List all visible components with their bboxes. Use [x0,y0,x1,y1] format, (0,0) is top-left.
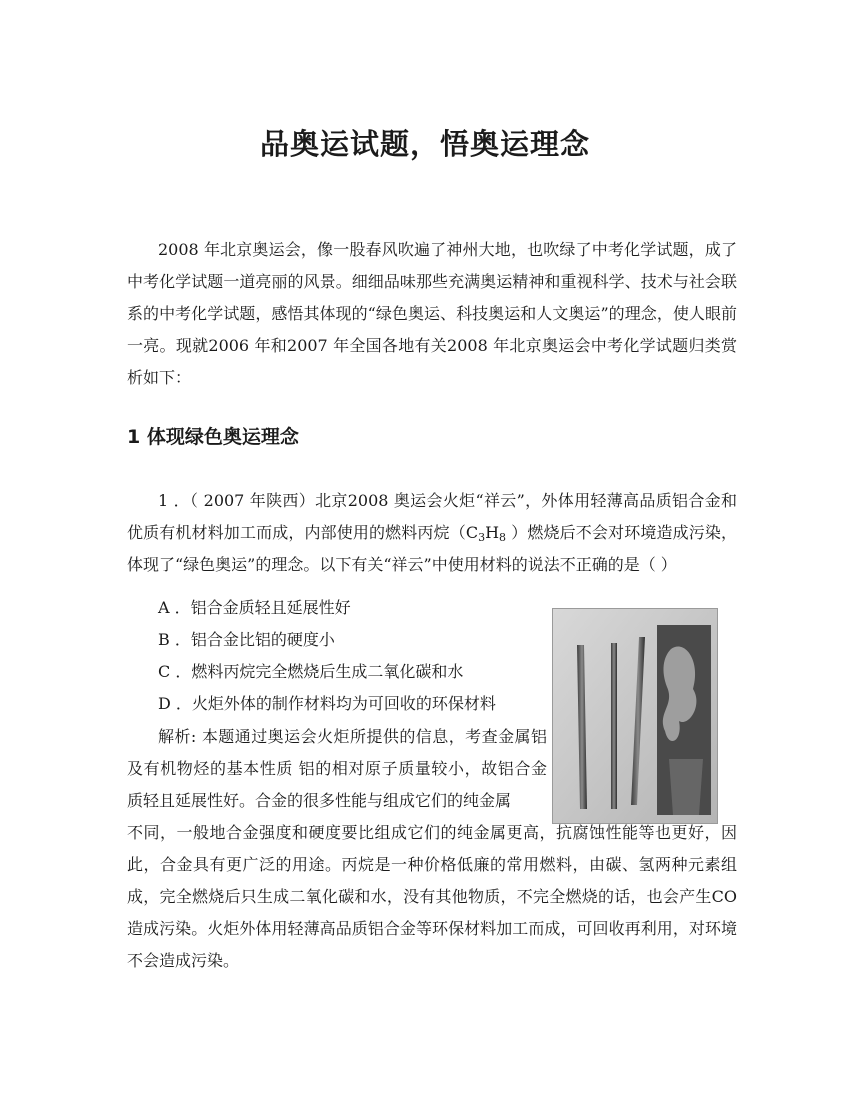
option-a: A ．铝合金质轻且延展性好 [158,598,351,617]
section-heading: 1 体现绿色奥运理念 [127,426,299,448]
analysis-paragraph-1: 解析: 本题通过奥运会火炬所提供的信息，考查金属铝及有机物烃的基本性质 铝的相对原子质量较小，故铝合金质轻且延展性好。合金的很多性能与组成它们的纯金属 [127,727,547,810]
question-stem-before: 1 ．（ 2007 年陕西）北京2008 奥运会火炬“祥云”，外体用轻薄高品质铝合金和优质有机材料加工而成，内部使用的燃料丙烷（C [127,491,737,542]
option-d: D ．火炬外体的制作材料均为可回收的环保材料 [158,694,496,713]
torch-photo [552,608,718,824]
analysis-paragraph-2: 不同，一般地合金强度和硬度要比组成它们的纯金属更高，抗腐蚀性能等也更好，因此，合金具有更广泛的用途。丙烷是一种价格低廉的常用燃料，由碳、氢两种元素组成，完全燃烧后只生成二氧化碳和水，没有其他物质，不完全燃烧的话，也会产生CO 造成污染。火炬外体用轻薄高品质铝合金等环保材料加工而成，可回收再利用，对环境不会造成污染。 [127,823,737,970]
question-stem [127,485,737,581]
intro-paragraph: 2008 年北京奥运会，像一股春风吹遍了神州大地，也吹绿了中考化学试题，成了中考化学试题一道亮丽的风景。细细品味那些充满奥运精神和重视科学、技术与社会联系的中考化学试题，感悟其体现的“绿色奥运、科技奥运和人文奥运”的理念，使人眼前一亮。现就2006 年和2007 年全国各地有关2008 年北京奥运会中考化学试题归类赏析如下： [127,240,737,387]
question-stem-after: ）燃烧后不会对环境造成污染，体现了“绿色奥运”的理念。以下有关“祥云”中使用材料的说法不正确的是（ ） [127,523,737,574]
option-c: C ．燃料丙烷完全燃烧后生成二氧化碳和水 [158,662,464,681]
torch-rod-2 [611,643,617,809]
subscript-8: 8 [499,531,507,544]
subscript-3: 3 [478,531,486,544]
question-stem-mid: H [485,523,500,542]
torch-image [553,609,717,823]
page-title: 品奥运试题，悟奥运理念 [259,127,590,161]
option-b: B ．铝合金比铝的硬度小 [158,630,335,649]
